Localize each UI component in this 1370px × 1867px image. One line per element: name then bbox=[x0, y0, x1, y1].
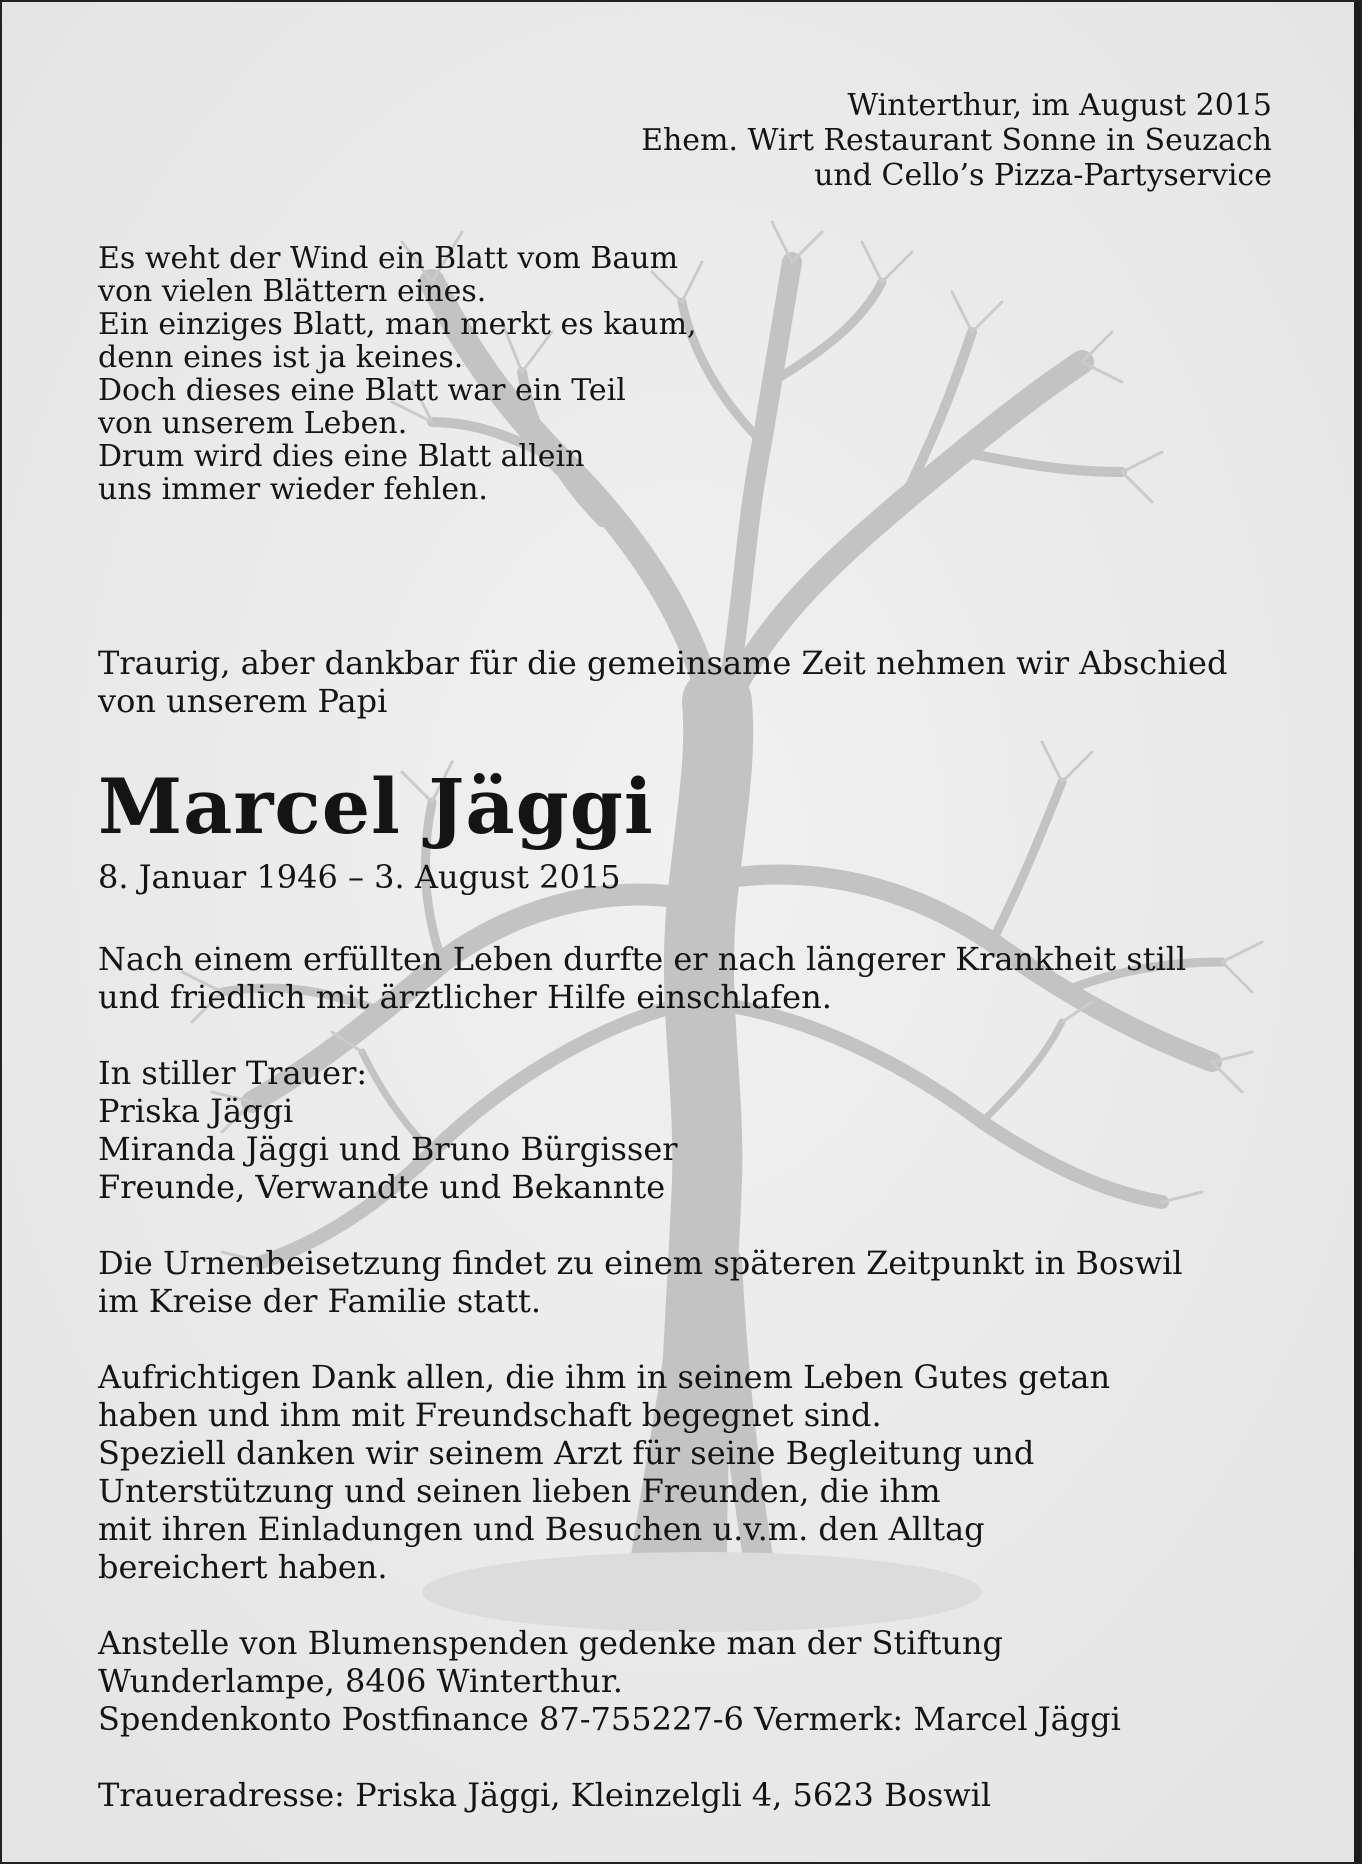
intro-line: von unserem Papi bbox=[98, 682, 388, 720]
thanks-paragraph bbox=[98, 1358, 1110, 1586]
mourners-list bbox=[98, 1054, 678, 1206]
paragraph-line: haben und ihm mit Freundschaft begegnet sind. bbox=[98, 1396, 882, 1434]
place-and-date-header bbox=[641, 88, 1272, 193]
poem-line: von unserem Leben. bbox=[98, 406, 408, 441]
deceased-name: Marcel Jäggi bbox=[98, 762, 654, 851]
poem-line: uns immer wieder fehlen. bbox=[98, 472, 488, 507]
paragraph-line: Unterstützung und seinen lieben Freunden, die ihm bbox=[98, 1472, 941, 1510]
page-edge bbox=[1354, 2, 1360, 1864]
intro-line: Traurig, aber dankbar für die gemeinsame Zeit nehmen wir Abschied bbox=[98, 644, 1228, 682]
donation-account: Spendenkonto Postfinance 87-755227-6 Vermerk: Marcel Jäggi bbox=[98, 1700, 1121, 1738]
paragraph-line: Wunderlampe, 8406 Winterthur. bbox=[98, 1662, 623, 1700]
mourner-entry: Miranda Jäggi und Bruno Bürgisser bbox=[98, 1130, 678, 1168]
paragraph-line: mit ihren Einladungen und Besuchen u.v.m. den Alltag bbox=[98, 1510, 985, 1548]
poem-line: Es weht der Wind ein Blatt vom Baum bbox=[98, 241, 679, 276]
mourners-heading: In stiller Trauer: bbox=[98, 1054, 368, 1092]
paragraph-line: Speziell danken wir seinem Arzt für seine Begleitung und bbox=[98, 1434, 1035, 1472]
burial-paragraph bbox=[98, 1244, 1183, 1320]
poem bbox=[98, 242, 697, 506]
poem-line: Ein einziges Blatt, man merkt es kaum, bbox=[98, 307, 697, 342]
paragraph-line: Aufrichtigen Dank allen, die ihm in seinem Leben Gutes getan bbox=[98, 1358, 1111, 1396]
header-line: und Cello’s Pizza-Partyservice bbox=[814, 158, 1272, 193]
life-dates: 8. Januar 1946 – 3. August 2015 bbox=[98, 858, 621, 896]
poem-line: von vielen Blättern eines. bbox=[98, 274, 487, 309]
paragraph-line: Anstelle von Blumenspenden gedenke man der Stiftung bbox=[98, 1624, 1004, 1662]
paragraph-line: Nach einem erfüllten Leben durfte er nach längerer Krankheit still bbox=[98, 940, 1187, 978]
paragraph-line: Die Urnenbeisetzung findet zu einem späteren Zeitpunkt in Boswil bbox=[98, 1244, 1183, 1282]
paragraph-line: und friedlich mit ärztlicher Hilfe einschlafen. bbox=[98, 978, 832, 1016]
header-line: Ehem. Wirt Restaurant Sonne in Seuzach bbox=[641, 123, 1272, 158]
farewell-intro bbox=[98, 644, 1227, 720]
mourner-entry: Priska Jäggi bbox=[98, 1092, 294, 1130]
paragraph-line: im Kreise der Familie statt. bbox=[98, 1282, 542, 1320]
poem-line: denn eines ist ja keines. bbox=[98, 340, 464, 375]
poem-line: Doch dieses eine Blatt war ein Teil bbox=[98, 373, 626, 408]
mourning-address: Traueradresse: Priska Jäggi, Kleinzelgli 4, 5623 Boswil bbox=[98, 1776, 992, 1814]
paragraph-line: bereichert haben. bbox=[98, 1548, 388, 1586]
poem-line: Drum wird dies eine Blatt allein bbox=[98, 439, 585, 474]
donation-paragraph bbox=[98, 1624, 1121, 1738]
passing-paragraph bbox=[98, 940, 1186, 1016]
header-line: Winterthur, im August 2015 bbox=[847, 88, 1272, 123]
mourner-entry: Freunde, Verwandte und Bekannte bbox=[98, 1168, 666, 1206]
